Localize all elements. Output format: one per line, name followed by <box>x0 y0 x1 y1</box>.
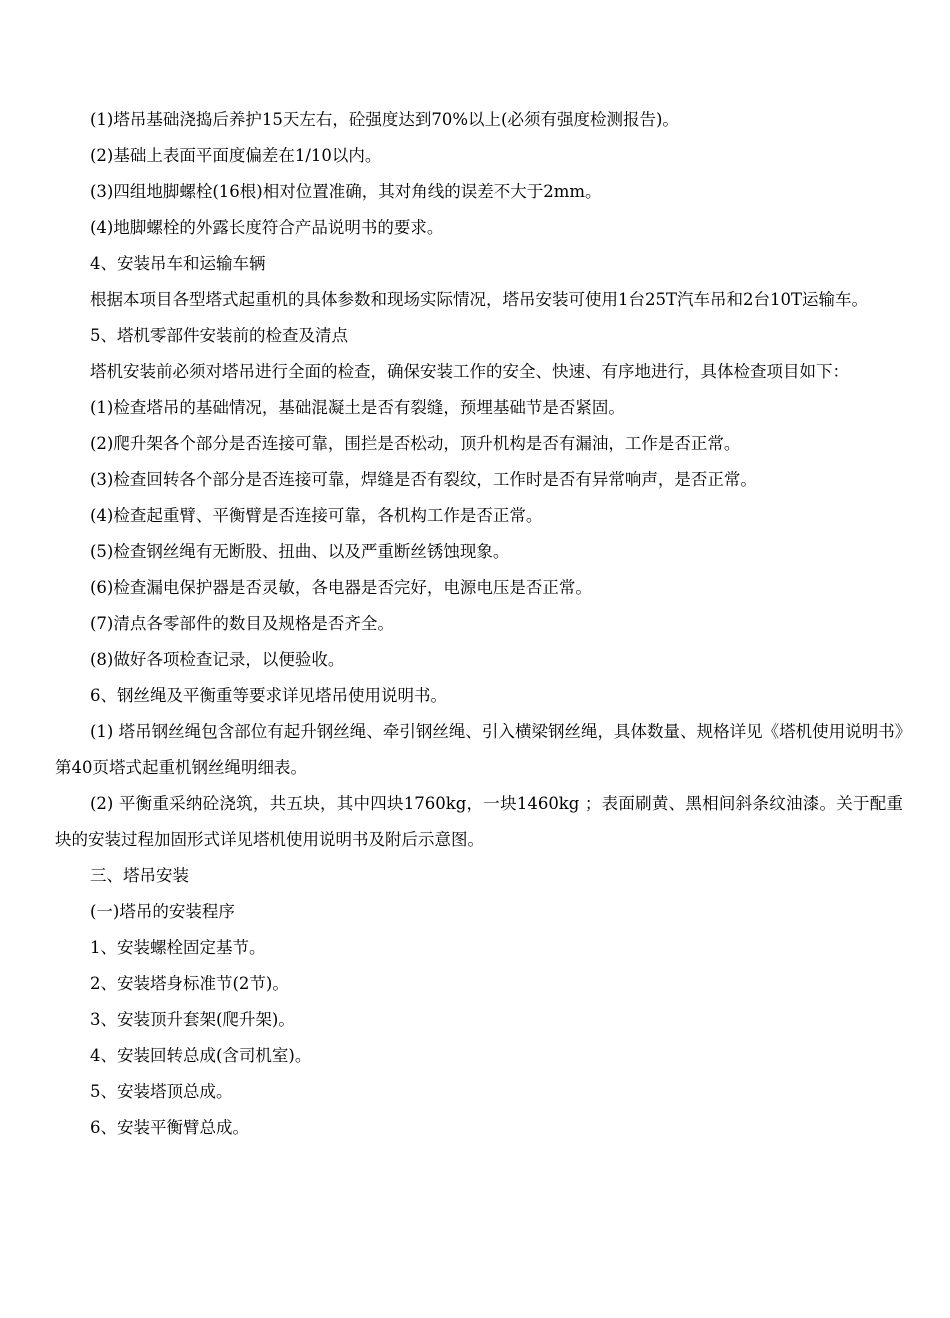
heading-parts-inspection: 5、塔机零部件安装前的检查及清点 <box>90 326 348 345</box>
paragraph-check-foundation: (1)检查塔吊的基础情况，基础混凝土是否有裂缝，预埋基础节是否紧固。 <box>90 398 625 417</box>
heading-installation-procedure: (一)塔吊的安装程序 <box>90 902 235 921</box>
paragraph-counterweight-details: (2) 平衡重采纳砼浇筑，共五块，其中四块1760kg，一块1460kg ；表面刷黄、黑相间斜条纹油漆。关于配重块的安装过程加固形式详见塔机使用说明书及附后示意图。 <box>55 794 903 849</box>
paragraph-check-electrical: (6)检查漏电保护器是否灵敏，各电器是否完好，电源电压是否正常。 <box>90 578 592 597</box>
paragraph-foundation-curing: (1)塔吊基础浇捣后养护15天左右，砼强度达到70%以上(必须有强度检测报告)。 <box>90 110 679 129</box>
paragraph-check-jib: (4)检查起重臂、平衡臂是否连接可靠，各机构工作是否正常。 <box>90 506 543 525</box>
heading-tower-crane-installation: 三、塔吊安装 <box>90 866 189 885</box>
heading-cranes-and-vehicles: 4、安装吊车和运输车辆 <box>90 254 266 273</box>
paragraph-flatness: (2)基础上表面平面度偏差在1/10以内。 <box>90 146 382 165</box>
paragraph-inspection-intro: 塔机安装前必须对塔吊进行全面的检查，确保安装工作的安全、快速、有序地进行，具体检查项目如下： <box>90 362 849 381</box>
document-body <box>55 102 903 1146</box>
paragraph-count-parts: (7)清点各零部件的数目及规格是否齐全。 <box>90 614 394 633</box>
paragraph-check-wire-rope: (5)检查钢丝绳有无断股、扭曲、以及严重断丝锈蚀现象。 <box>90 542 510 561</box>
paragraph-anchor-bolts-length: (4)地脚螺栓的外露长度符合产品说明书的要求。 <box>90 218 444 237</box>
list-item-step-1: 1、安装螺栓固定基节。 <box>90 938 266 957</box>
paragraph-wire-rope-details: (1) 塔吊钢丝绳包含部位有起升钢丝绳、牵引钢丝绳、引入横梁钢丝绳，具体数量、规格详见《塔机使用说明书》第40页塔式起重机钢丝绳明细表。 <box>55 722 903 777</box>
paragraph-anchor-bolts-position: (3)四组地脚螺栓(16根)相对位置准确，其对角线的误差不大于2mm。 <box>90 182 602 201</box>
paragraph-records: (8)做好各项检查记录，以便验收。 <box>90 650 345 669</box>
paragraph-crane-usage: 根据本项目各型塔式起重机的具体参数和现场实际情况，塔吊安装可使用1台25T汽车吊和2台10T运输车。 <box>90 290 868 309</box>
paragraph-check-climbing-frame: (2)爬升架各个部分是否连接可靠，围拦是否松动，顶升机构是否有漏油，工作是否正常。 <box>90 434 741 453</box>
paragraph-check-slewing: (3)检查回转各个部分是否连接可靠，焊缝是否有裂纹，工作时是否有异常响声，是否正常。 <box>90 470 757 489</box>
list-item-step-6: 6、安装平衡臂总成。 <box>90 1118 249 1137</box>
list-item-step-5: 5、安装塔顶总成。 <box>90 1082 233 1101</box>
list-item-step-3: 3、安装顶升套架(爬升架)。 <box>90 1010 295 1029</box>
list-item-step-2: 2、安装塔身标准节(2节)。 <box>90 974 289 993</box>
heading-wire-rope-counterweight: 6、钢丝绳及平衡重等要求详见塔吊使用说明书。 <box>90 686 447 705</box>
list-item-step-4: 4、安装回转总成(含司机室)。 <box>90 1046 312 1065</box>
